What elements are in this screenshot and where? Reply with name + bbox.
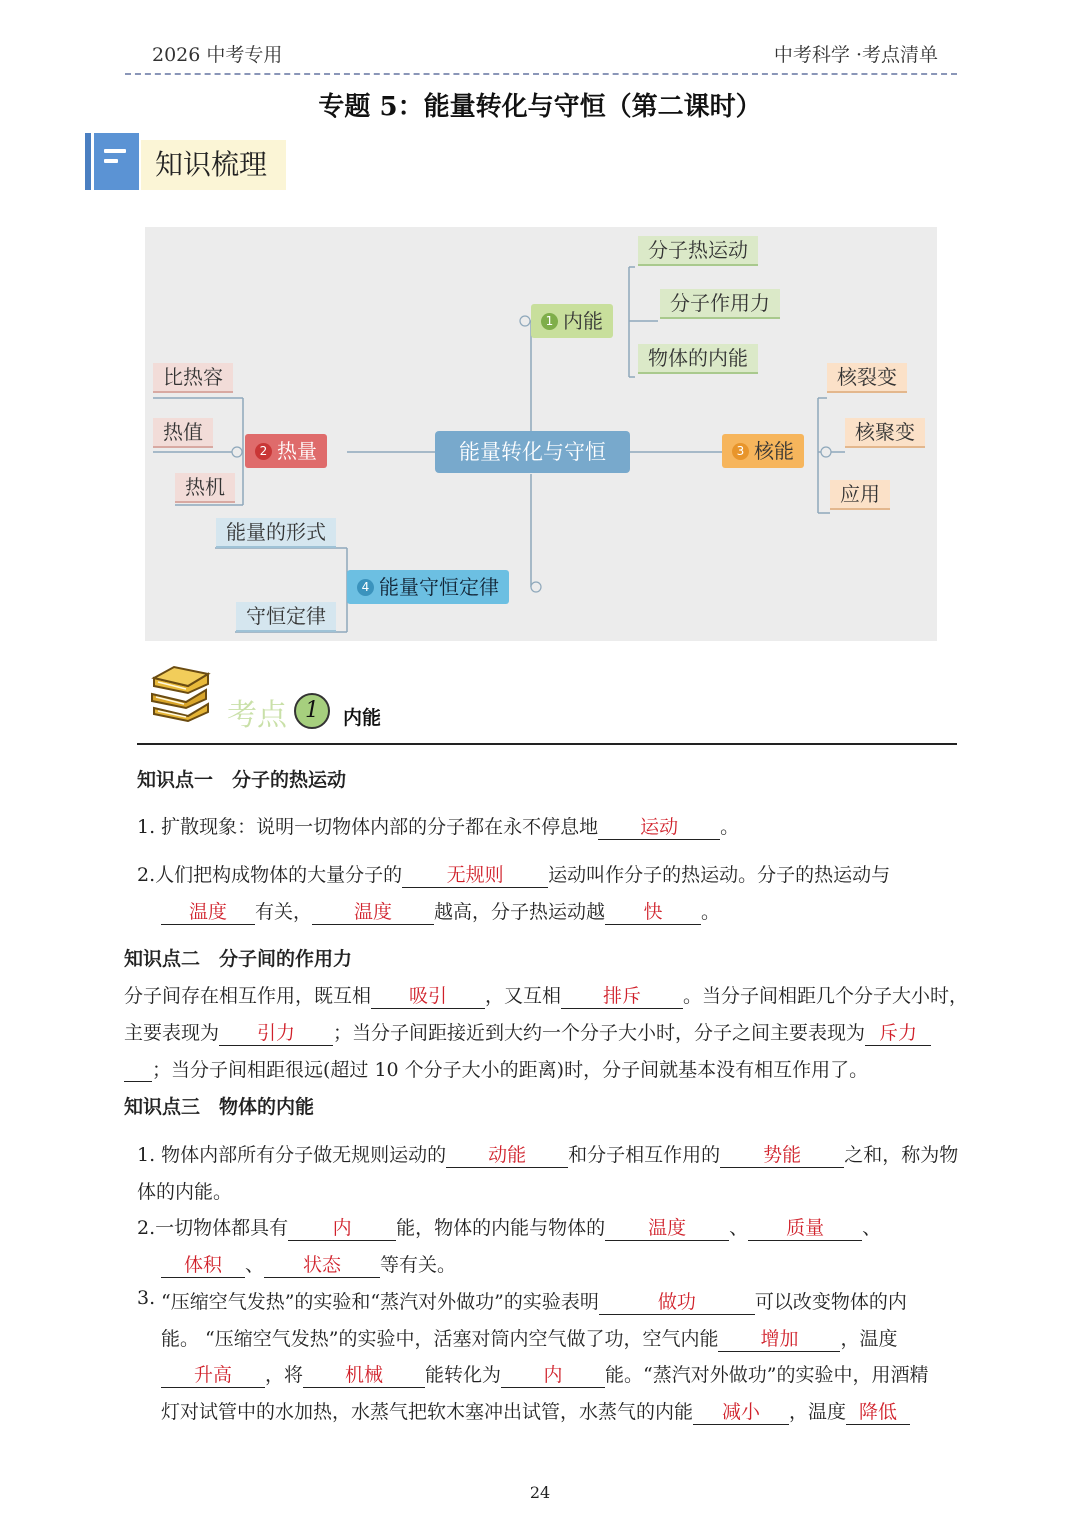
kaodian-label: 考点 bbox=[227, 698, 287, 733]
mindmap-leaf: 核裂变 bbox=[827, 363, 907, 393]
answer-blank: 内 bbox=[288, 1217, 396, 1241]
text: 1. 物体内部所有分子做无规则运动的 bbox=[137, 1144, 447, 1166]
answer-blank: 动能 bbox=[446, 1144, 568, 1168]
kp1-item2-line1 bbox=[137, 860, 890, 888]
answer-blank: 快 bbox=[605, 901, 701, 925]
text: 分子间存在相互作用，既互相 bbox=[124, 985, 372, 1007]
text: ，温度 bbox=[789, 1401, 847, 1423]
text: 和分子相互作用的 bbox=[568, 1144, 721, 1166]
text: 越高，分子热运动越 bbox=[434, 901, 606, 923]
kaodian-divider bbox=[137, 743, 957, 745]
mindmap-leaf: 热值 bbox=[153, 418, 213, 448]
text: 有关， bbox=[255, 901, 313, 923]
text: ；当分子间距接近到大约一个分子大小时，分子之间主要表现为 bbox=[333, 1022, 866, 1044]
text: 。 bbox=[701, 901, 721, 923]
mindmap-branch-shouheng bbox=[347, 570, 509, 604]
kp3-item1-line2: 体的内能。 bbox=[137, 1181, 233, 1203]
text: ，将 bbox=[265, 1364, 304, 1386]
mind-map bbox=[145, 227, 937, 641]
text: 。当分子间相距几个分子大小时， bbox=[683, 985, 969, 1007]
text: 。 bbox=[720, 816, 740, 838]
branch-number: 1 bbox=[541, 313, 558, 330]
text: 、 bbox=[862, 1217, 882, 1239]
answer-blank: 增加 bbox=[718, 1328, 840, 1352]
answer-blank: 运动 bbox=[598, 816, 720, 840]
kp1-item2-line2 bbox=[161, 897, 720, 925]
branch-number: 2 bbox=[255, 443, 272, 460]
mindmap-branch-heneng bbox=[722, 434, 804, 468]
page-number: 24 bbox=[529, 1483, 551, 1502]
mindmap-leaf: 物体的内能 bbox=[638, 344, 758, 374]
answer-blank: 体积 bbox=[161, 1254, 245, 1278]
text: ；当分子间相距很远(超过 10 个分子大小的距离)时，分子间就基本没有相互作用了。 bbox=[152, 1059, 869, 1081]
text: 2.一切物体都具有 bbox=[137, 1217, 289, 1239]
kp3-item1-line1 bbox=[137, 1140, 958, 1168]
mindmap-branch-neineng bbox=[531, 304, 613, 338]
kp3-item3-line2 bbox=[161, 1324, 897, 1352]
answer-blank: 减小 bbox=[693, 1401, 789, 1425]
kp1-item1 bbox=[137, 812, 739, 840]
text: 运动叫作分子的热运动。分子的热运动与 bbox=[548, 864, 891, 886]
list-icon bbox=[94, 133, 139, 190]
kp2-title: 知识点二 分子间的作用力 bbox=[124, 948, 353, 970]
mindmap-leaf: 应用 bbox=[830, 480, 890, 510]
text: 、 bbox=[245, 1254, 265, 1276]
section-banner: 知识梳理 bbox=[141, 140, 286, 190]
answer-blank: 引力 bbox=[219, 1022, 333, 1046]
text: 能。 “压缩空气发热”的实验中，活塞对筒内空气做了功，空气内能 bbox=[161, 1328, 719, 1350]
books-icon bbox=[148, 664, 212, 722]
answer-blank: 排斥 bbox=[561, 985, 683, 1009]
mindmap-leaf: 热机 bbox=[175, 473, 235, 503]
mindmap-leaf: 守恒定律 bbox=[236, 602, 336, 632]
answer-blank: 内 bbox=[501, 1364, 605, 1388]
mindmap-leaf: 能量的形式 bbox=[216, 518, 336, 548]
kaodian-number: 1 bbox=[294, 693, 330, 729]
branch-label: 热量 bbox=[277, 439, 317, 463]
kp3-item3-line1 bbox=[161, 1287, 907, 1315]
answer-blank: 降低 bbox=[846, 1401, 910, 1425]
branch-number: 3 bbox=[732, 443, 749, 460]
kp3-item2-line2 bbox=[161, 1250, 456, 1278]
text: 可以改变物体的内 bbox=[754, 1291, 907, 1313]
answer-blank: 温度 bbox=[312, 901, 434, 925]
text: 1. 扩散现象：说明一切物体内部的分子都在永不停息地 bbox=[137, 816, 599, 838]
page-title: 专题 5：能量转化与守恒（第二课时） bbox=[318, 92, 762, 122]
answer-blank: 机械 bbox=[303, 1364, 425, 1388]
text: 能转化为 bbox=[425, 1364, 502, 1386]
text: 之和，称为物 bbox=[844, 1144, 959, 1166]
kp2-line2 bbox=[124, 1018, 931, 1046]
kp1-title: 知识点一 分子的热运动 bbox=[137, 769, 347, 791]
kp3-item2-line1 bbox=[137, 1213, 881, 1241]
mindmap-leaf: 分子热运动 bbox=[638, 236, 758, 266]
kp2-line1 bbox=[124, 981, 968, 1009]
mindmap-leaf: 比热容 bbox=[153, 363, 233, 393]
answer-blank: 质量 bbox=[748, 1217, 862, 1241]
text: ，温度 bbox=[840, 1328, 898, 1350]
answer-blank: 吸引 bbox=[371, 985, 485, 1009]
branch-number: 4 bbox=[357, 579, 374, 596]
text: 能。“蒸汽对外做功”的实验中，用酒精 bbox=[605, 1364, 929, 1386]
blank-continuation bbox=[124, 1059, 152, 1082]
header-divider bbox=[125, 73, 957, 75]
mindmap-leaf: 分子作用力 bbox=[660, 289, 780, 319]
text: “压缩空气发热”的实验和“蒸汽对外做功”的实验表明 bbox=[161, 1291, 599, 1313]
text: 等有关。 bbox=[380, 1254, 457, 1276]
mindmap-branch-reliang bbox=[245, 434, 327, 468]
branch-label: 能量守恒定律 bbox=[379, 575, 499, 599]
text: 、 bbox=[729, 1217, 749, 1239]
answer-blank: 斥力 bbox=[865, 1022, 931, 1046]
text: ，又互相 bbox=[485, 985, 562, 1007]
answer-blank: 势能 bbox=[720, 1144, 844, 1168]
kp3-title: 知识点三 物体的内能 bbox=[124, 1096, 315, 1118]
header-right: 中考科学 ·考点清单 bbox=[773, 44, 938, 66]
kaodian-name: 内能 bbox=[343, 707, 382, 729]
answer-blank: 升高 bbox=[161, 1364, 265, 1388]
answer-blank: 做功 bbox=[599, 1291, 755, 1315]
text: 主要表现为 bbox=[124, 1022, 220, 1044]
header-left: 2026 中考专用 bbox=[152, 44, 283, 66]
branch-label: 内能 bbox=[563, 309, 603, 333]
text: 能，物体的内能与物体的 bbox=[396, 1217, 606, 1239]
text: 2.人们把构成物体的大量分子的 bbox=[137, 864, 403, 886]
mindmap-center: 能量转化与守恒 bbox=[435, 431, 630, 473]
answer-blank: 温度 bbox=[161, 901, 255, 925]
branch-label: 核能 bbox=[754, 439, 794, 463]
text: 灯对试管中的水加热，水蒸气把软木塞冲出试管，水蒸气的内能 bbox=[161, 1401, 694, 1423]
mindmap-leaf: 核聚变 bbox=[845, 418, 925, 448]
kp3-item3-line4 bbox=[161, 1397, 910, 1425]
banner-bar bbox=[85, 133, 91, 190]
answer-blank: 无规则 bbox=[402, 864, 548, 888]
answer-blank: 温度 bbox=[605, 1217, 729, 1241]
kp3-item3-number: 3. bbox=[137, 1287, 156, 1309]
kp2-line3 bbox=[124, 1055, 868, 1082]
kp3-item3-line3 bbox=[161, 1360, 928, 1388]
answer-blank: 状态 bbox=[264, 1254, 380, 1278]
